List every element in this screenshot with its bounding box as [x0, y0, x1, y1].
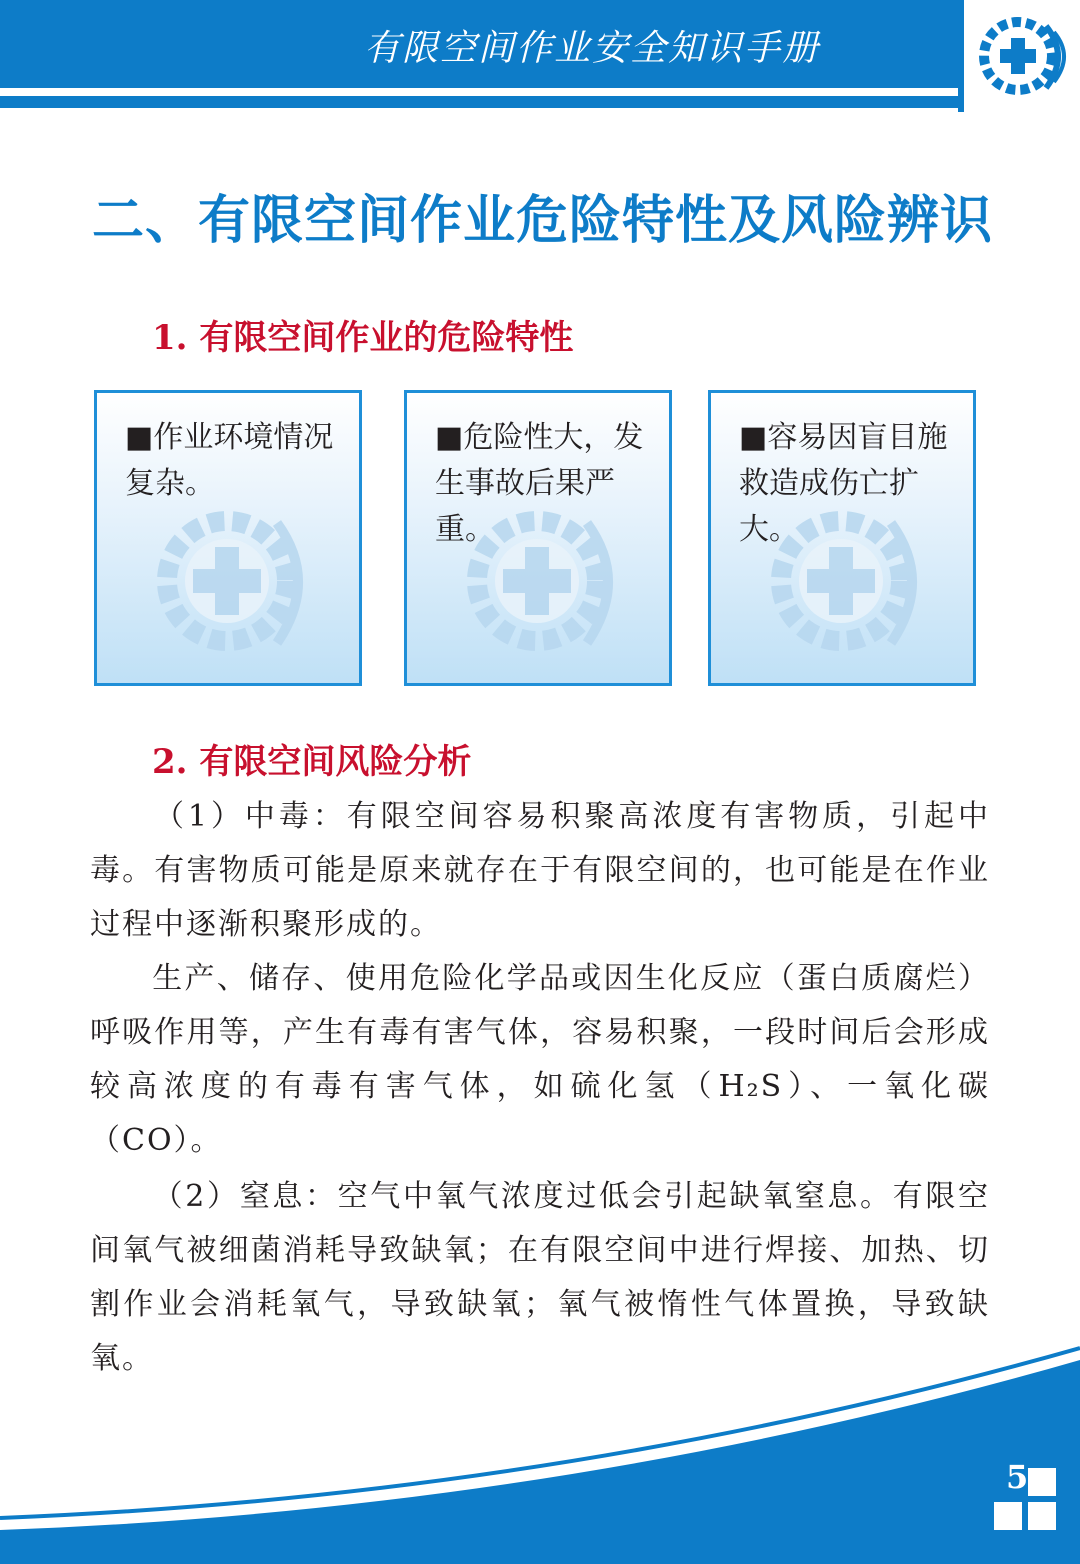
safety-cross-emblem-icon	[970, 4, 1074, 108]
hazard-card-2	[404, 390, 672, 686]
paragraph-poisoning	[90, 790, 990, 952]
section-1-title: 1. 有限空间作业的危险特性	[152, 318, 574, 358]
safety-cross-emblem-icon	[457, 503, 627, 653]
header-title: 有限空间作业安全知识手册	[363, 28, 820, 69]
hazard-card-text: ■容易因盲目施救造成伤亡扩大。	[739, 420, 948, 547]
header-logo	[958, 0, 1080, 112]
paragraph-text: 生产、储存、使用危险化学品或因生化反应（蛋白质腐烂）呼吸作用等，产生有毒有害气体，容易积聚，一段时间后会形成较高浓度的有毒有害气体，如硫化氢（H₂S）、一氧化碳（CO）。	[90, 961, 990, 1158]
hazard-card-3	[708, 390, 976, 686]
footer-wave	[0, 1340, 1080, 1564]
paragraph-toxic-gas	[90, 952, 990, 1168]
page-number: 5	[1006, 1458, 1029, 1496]
safety-cross-emblem-icon	[761, 503, 931, 653]
paragraph-text: （2）窒息：空气中氧气浓度过低会引起缺氧窒息。有限空间氧气被细菌消耗导致缺氧；在有限空间中进行焊接、加热、切割作业会消耗氧气，导致缺氧；氧气被惰性气体置换，导致缺氧。	[90, 1179, 990, 1376]
hazard-card-1	[94, 390, 362, 686]
header-divider	[0, 96, 960, 108]
hazard-card-text: ■危险性大，发生事故后果严重。	[435, 420, 644, 547]
safety-cross-emblem-icon	[147, 503, 317, 653]
page-title: 二、有限空间作业危险特性及风险辨识	[92, 191, 994, 251]
hazard-card-text: ■作业环境情况复杂。	[125, 420, 334, 501]
paragraph-text: （1）中毒：有限空间容易积聚高浓度有害物质，引起中毒。有害物质可能是原来就存在于有限空间的，也可能是在作业过程中逐渐积聚形成的。	[90, 799, 990, 942]
header-band	[0, 0, 960, 88]
section-2-title: 2. 有限空间风险分析	[152, 742, 472, 782]
